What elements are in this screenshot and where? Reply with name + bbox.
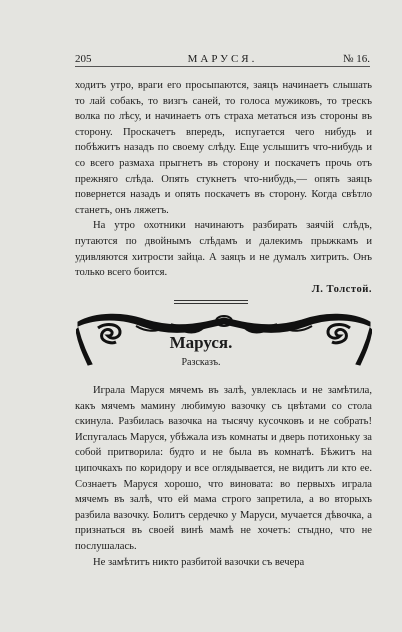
previous-story-text <box>75 78 372 281</box>
story-title: Маруся. <box>169 333 233 352</box>
divider-line <box>174 303 248 304</box>
paragraph: Играла Маруся мячемъ въ залѣ, увлеклась и не замѣтила, какъ мячемъ мамину любимую вазочку съ цвѣтами со стола скинула. Разбилась вазочка на тысячу кусочковъ и не собрать! Испугалась Маруся, убѣжала изъ комнаты и дверь потихоньку за собой притворила: будто и не была въ комнатѣ. Бѣжитъ на ципочкахъ по коридору и все оглядывается, не видитъ ли кто ее. Сознаетъ Маруся хорошо, что виновата: во первыхъ играла мячемъ въ залѣ, что ей мама строго запретила, а во вторыхъ разбила вазочку. Болитъ сердечко у Маруси, мучается дѣвочка, а признаться въ своей винѣ мамѣ не хочетъ: стыдно, что не послушалась. <box>75 385 372 552</box>
author-signature: Л. Толстой. <box>311 284 372 295</box>
paragraph: Не замѣтитъ никто разбитой вазочки съ вечера <box>93 556 305 568</box>
story-subtitle: Разсказъ. <box>181 357 221 368</box>
running-header <box>75 50 370 67</box>
page-number: 205 <box>75 53 92 65</box>
running-title: МАРУСЯ. <box>187 53 258 65</box>
issue-number: № 16. <box>343 53 370 65</box>
divider-line <box>174 300 248 301</box>
paragraph: На утро охотники начинаютъ разбирать заячій слѣдъ, путаются по двойнымъ слѣдамъ и далекимъ прыжкамъ и удивляются хитрости зайца. А заяцъ и не думалъ хитрить. Онъ только всего боится. <box>75 220 372 279</box>
paragraph: ходитъ утро, враги его просыпаются, заяцъ начинаетъ слышать то лай собакъ, то визгъ саней, то голоса мужиковъ, то трескъ волка по лѣсу, и начинаетъ отъ страха метаться изъ стороны въ сторону. Проскачетъ впередъ, испугается чего нибудь и побѣжитъ назадъ по своему слѣду. Еще услышитъ что-нибудь и со всего размаха прыгнетъ въ сторону и поскачетъ прочь отъ прежняго слѣда. Опять стукнетъ что-нибудь,— опять заяцъ повернется назадъ и опять поскачетъ въ сторону. Когда свѣтло станетъ, онъ ляжетъ. <box>75 80 372 216</box>
story-text <box>75 383 372 570</box>
